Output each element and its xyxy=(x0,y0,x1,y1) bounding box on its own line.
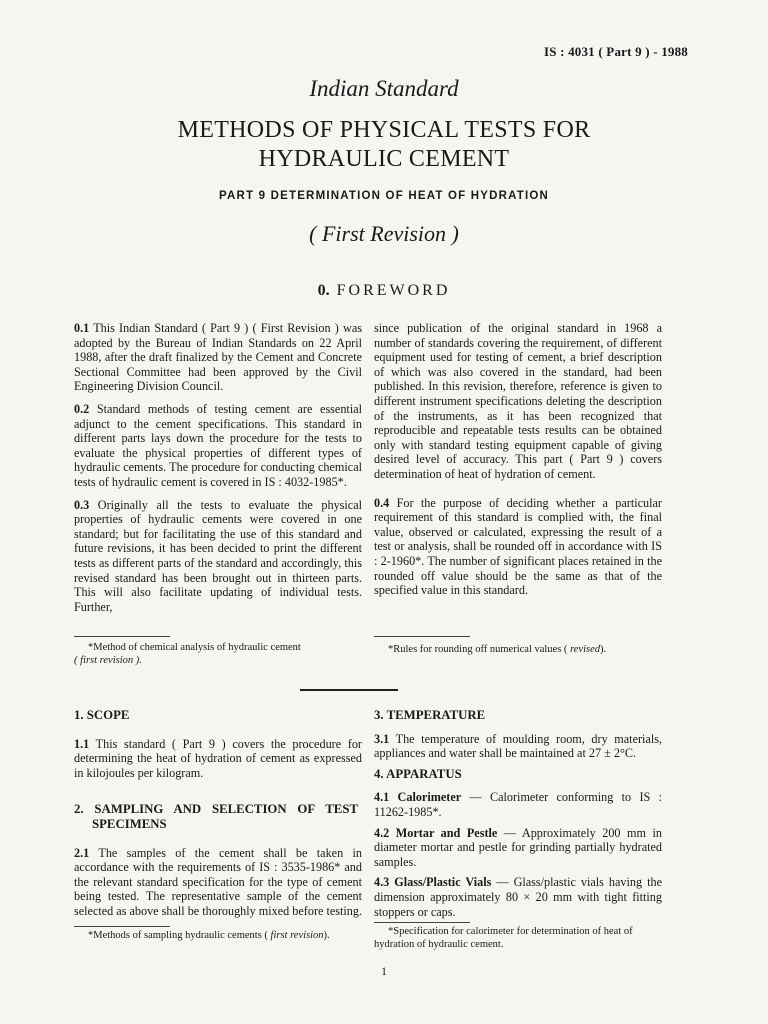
clause-0-2: 0.2 Standard methods of testing cement are essential adjunct to the cement specifications. This standard in different parts lays down the procedure for the tests to evaluate the physical properties of different types of hydraulic cements. The procedure for conducting chemical tests of hydraulic cement is covered in IS : 4032-1985*. xyxy=(74,401,362,489)
foreword-title: FOREWORD xyxy=(336,282,451,299)
document-title xyxy=(0,116,768,174)
clause-1-1: 1.1 This standard ( Part 9 ) covers the procedure for determining the heat of hydration of cement as expressed in kilojoules per kilogram. xyxy=(74,736,362,780)
clause-0-3: 0.3 Originally all the tests to evaluate the physical properties of hydraulic cements were covered in one standard; but for facilitating the use of this standard and future revisions, it has been decided to print the different tests as different parts of the standard and accordingly, this revised standard has been brought out in thirteen parts. This will also facilitate updating of individual tests. Further, xyxy=(74,497,362,614)
clause-2-1: 2.1 The samples of the cement shall be taken in accordance with the requirements of IS : 3535-1986* and the relevant standard specification for the type of cement being tested. The representative sample of the cement selected as above shall be thoroughly mixed before testing. xyxy=(74,845,363,918)
footnote-calorimeter: *Specification for calorimeter for determination of heat of hydration of hydraulic cement. xyxy=(374,926,633,950)
footnote-rule-left xyxy=(74,636,170,637)
title-line-1: METHODS OF PHYSICAL TESTS FOR xyxy=(177,117,591,143)
clause-4-3: 4.3 Glass/Plastic Vials — Glass/plastic vials having the dimension approximately 80 × 20 mm with tight fitting stoppers or caps. xyxy=(374,875,662,919)
footnote-chemical-analysis: *Method of chemical analysis of hydraulic cement ( first revision ). xyxy=(74,642,301,666)
apparatus-heading: 4. APPARATUS xyxy=(374,766,462,781)
title-line-2: HYDRAULIC CEMENT xyxy=(258,146,510,172)
indian-standard-label: Indian Standard xyxy=(309,76,459,101)
footnote-rule-right xyxy=(374,636,470,637)
foreword-right-column xyxy=(374,321,662,606)
sections-left-column xyxy=(74,708,362,927)
standard-number: IS : 4031 ( Part 9 ) - 1988 xyxy=(543,44,688,59)
foreword-number: 0. xyxy=(317,282,330,299)
clause-4-1: 4.1 Calorimeter — Calorimeter conforming to IS : 11262-1985*. xyxy=(374,790,662,819)
scope-heading: 1. SCOPE xyxy=(74,708,130,722)
sampling-heading: 2. SAMPLING AND SELECTION OF TEST SPECIMENS xyxy=(74,802,358,831)
clause-0-4: 0.4 For the purpose of deciding whether a particular requirement of this standard is complied with, the final value, observed or calculated, expressing the result of a test or analysis, shall be rounded off in accordance with IS : 2-1960*. The number of significant places retained in the rounded off value should be the same as that of the specified value in this standard. xyxy=(374,495,662,598)
footnote-sampling: *Methods of sampling hydraulic cements ( first revision). xyxy=(88,930,330,941)
clause-4-2: 4.2 Mortar and Pestle — Approximately 200 mm in diameter mortar and pestle for grinding partially hydrated samples. xyxy=(374,825,663,869)
foreword-heading xyxy=(0,282,768,300)
foreword-left-column xyxy=(74,321,362,622)
footnote-rounding-off: *Rules for rounding off numerical values ( revised). xyxy=(388,644,607,655)
footnote-rule-bottom-left xyxy=(74,926,170,927)
temperature-heading: 3. TEMPERATURE xyxy=(374,708,486,722)
part-subtitle: PART 9 DETERMINATION OF HEAT OF HYDRATION xyxy=(218,190,550,202)
revision-label: ( First Revision ) xyxy=(309,221,459,246)
section-divider xyxy=(300,689,398,691)
footnote-rule-bottom-right xyxy=(374,922,470,923)
clause-0-3-continued: since publication of the original standard in 1968 a number of standards covering the requirement, of different equipment used for testing of cement, a brief description of which was also covered in the standard, had been published. In this revision, therefore, reference is given to different instrument specifications deleting the description of the instruments, as it has been recognized that reproducible and repeatable tests results can be obtained only with standard testing equipment capable of giving desired level of accuracy. This part ( Part 9 ) covers determination of heat of hydration of cement. xyxy=(374,321,662,481)
clause-0-1: 0.1 This Indian Standard ( Part 9 ) ( First Revision ) was adopted by the Bureau of Indian Standards on 22 April 1988, after the draft finalized by the Cement and Concrete Sectional Committee had been approved by the Civil Engineering Division Council. xyxy=(74,321,362,394)
sections-right-column xyxy=(374,708,662,927)
page-number: 1 xyxy=(381,964,387,978)
clause-3-1: 3.1 The temperature of moulding room, dry materials, appliances and water shall be maintained at 27 ± 2°C. xyxy=(374,731,663,761)
